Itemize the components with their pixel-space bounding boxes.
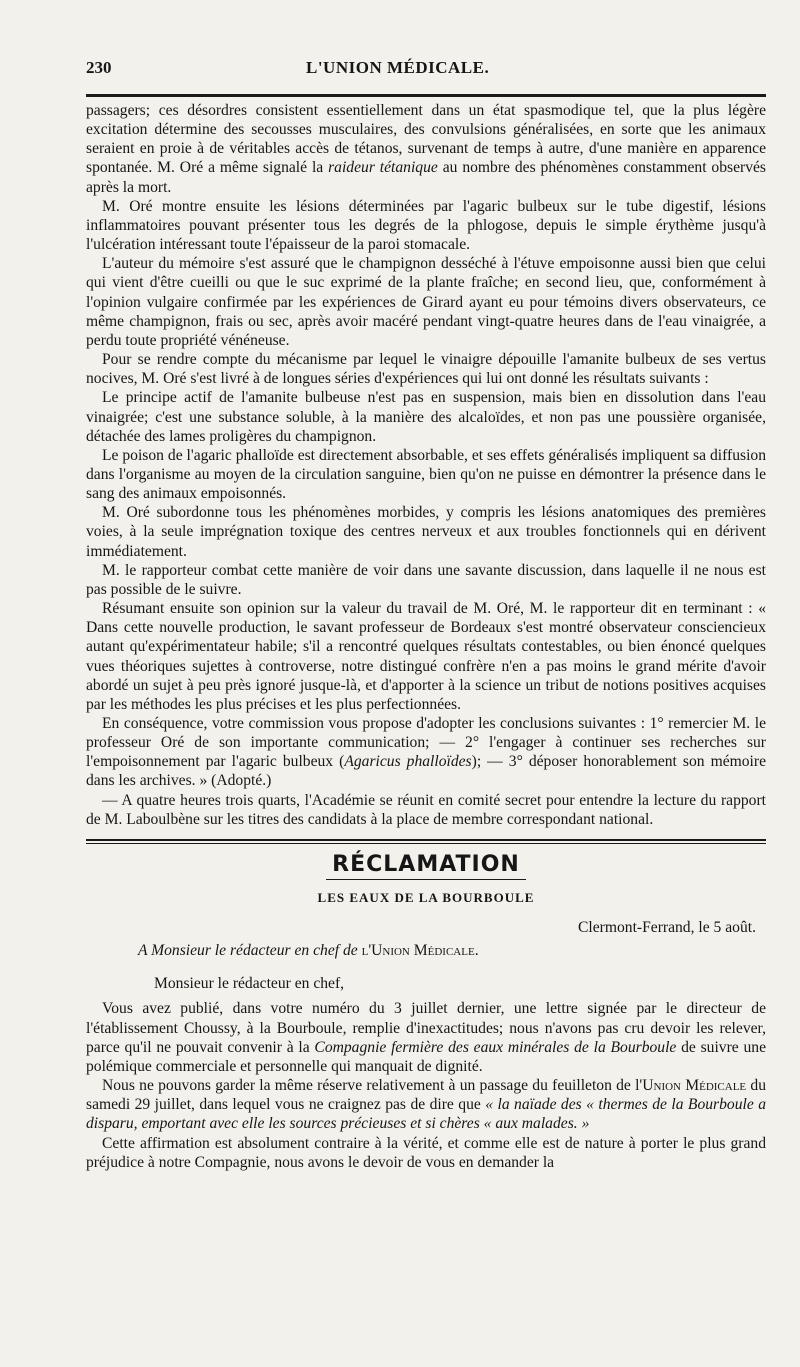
- paragraph-1: passagers; ces désordres consistent essentiellement dans un état spasmodique tel, que la plus légère excitation détermine des secousses musculaires, des convulsions généralisées, en sorte que les animaux seraient en proie à de véritables accès de tétanos, survenant de temps à autre, d'une manière en apparence spontanée. M. Oré a même signalé la raideur tétanique au nombre des phénomènes constamment observés après la mort.: [86, 102, 766, 196]
- journal-title: L'UNION MÉDICALE.: [306, 58, 490, 77]
- paragraph-9: Résumant ensuite son opinion sur la valeur du travail de M. Oré, M. le rapporteur dit en terminant : « Dans cette nouvelle production, le savant professeur de Bordeaux s'est montré observateur consciencieux autant qu'expérimentateur habile; s'il a rencontré quelques résultats contestables, ou bien énoncé quelques vues théoriques sujettes à controverse, notre distingué confrère n'en a pas moins le grand mérite d'avoir abordé un sujet à peu près ignoré jusque-là, et d'apporter à la science un tribut de notions positives acquises par les méthodes les plus précises et les plus perfectionnées.: [86, 600, 766, 713]
- section-title: RÉCLAMATION: [332, 851, 520, 877]
- paragraph-7: M. Oré subordonne tous les phénomènes morbides, y compris les lésions anatomiques des premières voies, à la seule imprégnation toxique des centres nerveux et aux troubles fonctionnels qui en dérivent immédiatement.: [86, 504, 766, 560]
- paragraph-3: L'auteur du mémoire s'est assuré que le champignon desséché à l'étuve empoisonne aussi bien que celui qui vient d'être cueilli ou que le suc exprimé de la plante fraîche; en second lieu, que, conformément à l'opinion vulgaire confirmée par les expériences de Girard ayant eu pour témoins divers observateurs, ce même champignon, frais ou sec, après avoir macéré pendant vingt-quatre heures dans de l'eau vinaigrée, a perdu toute propriété vénéneuse.: [86, 255, 766, 349]
- paragraph-8: M. le rapporteur combat cette manière de voir dans une savante discussion, dans laquelle il ne nous est pas possible de le suivre.: [86, 561, 766, 598]
- letter-paragraph-1: Vous avez publié, dans votre numéro du 3 juillet dernier, une lettre signée par le directeur de l'établissement Choussy, à la Bourboule, remplie d'inexactitudes; nous n'avons pas cru devoir les relever, parce qu'il ne pouvait convenir à la Compagnie fermière des eaux minérales de la Bourboule de suivre une polémique commerciale et personnelle qui manquait de dignité.: [86, 1000, 766, 1075]
- section-title-rule: [326, 879, 526, 880]
- letter-salutation: Monsieur le rédacteur en chef,: [154, 975, 345, 993]
- letter-paragraph-3: Cette affirmation est absolument contraire à la vérité, et comme elle est de nature à porter le plus grand préjudice à notre Compagnie, nous avons le devoir de vous en demander la: [86, 1134, 766, 1171]
- paragraph-2: M. Oré montre ensuite les lésions déterminées par l'agaric bulbeux sur le tube digestif, lésions inflammatoires pouvant présenter tous les degrés de la phlogose, depuis le simple érythème jusqu'à l'ulcération intéressant toute l'épaisseur de la paroi stomacale.: [86, 197, 766, 254]
- letter-paragraph-2: Nous ne pouvons garder la même réserve relativement à un passage du feuilleton de l'Union Médicale du samedi 29 juillet, dans lequel vous ne craignez pas de dire que « la naïade des « thermes de la Bourboule a disparu, emportant avec elle les sources précieuses et si chères « aux malades. »: [86, 1077, 766, 1133]
- letter: [86, 918, 766, 1172]
- paragraph-6: Le poison de l'agaric phalloïde est directement absorbable, et ses effets généralisés impliquent sa diffusion dans l'organisme au moyen de la circulation sanguine, bien qu'on ne puisse en démontrer la présence dans le sang des animaux empoisonnés.: [86, 446, 766, 503]
- section-divider: [86, 839, 766, 844]
- paragraph-5: Le principe actif de l'amanite bulbeuse n'est pas en suspension, mais bien en dissolution dans l'eau vinaigrée; c'est une substance soluble, à la manière des alcaloïdes, et non pas une poussière organisée, détachée des lames proligères du champignon.: [86, 389, 766, 445]
- letter-addressee: A Monsieur le rédacteur en chef de l'Union Médicale.: [138, 942, 479, 960]
- article-body: [86, 101, 766, 829]
- letter-dateline: Clermont-Ferrand, le 5 août.: [578, 918, 756, 936]
- paragraph-4: Pour se rendre compte du mécanisme par lequel le vinaigre dépouille l'amanite bulbeux de ses vertus nocives, M. Oré s'est livré à de longues séries d'expériences qui lui ont donné les résultats suivants :: [86, 351, 766, 388]
- running-head: [86, 58, 766, 88]
- paragraph-11: — A quatre heures trois quarts, l'Académie se réunit en comité secret pour entendre la lecture du rapport de M. Laboulbène sur les titres des candidats à la place de membre correspondant national.: [86, 791, 766, 828]
- header-rule: [86, 94, 766, 97]
- subsection-title: LES EAUX DE LA BOURBOULE: [317, 889, 535, 905]
- paragraph-10: En conséquence, votre commission vous propose d'adopter les conclusions suivantes : 1° remercier M. le professeur Oré de son importante communication; — 2° l'engager à continuer ses recherches sur l'empoisonnement par l'agaric bulbeux (Agaricus phalloïdes); — 3° déposer honorablement son mémoire dans les archives. » (Adopté.): [86, 715, 766, 790]
- page-number: 230: [86, 58, 112, 77]
